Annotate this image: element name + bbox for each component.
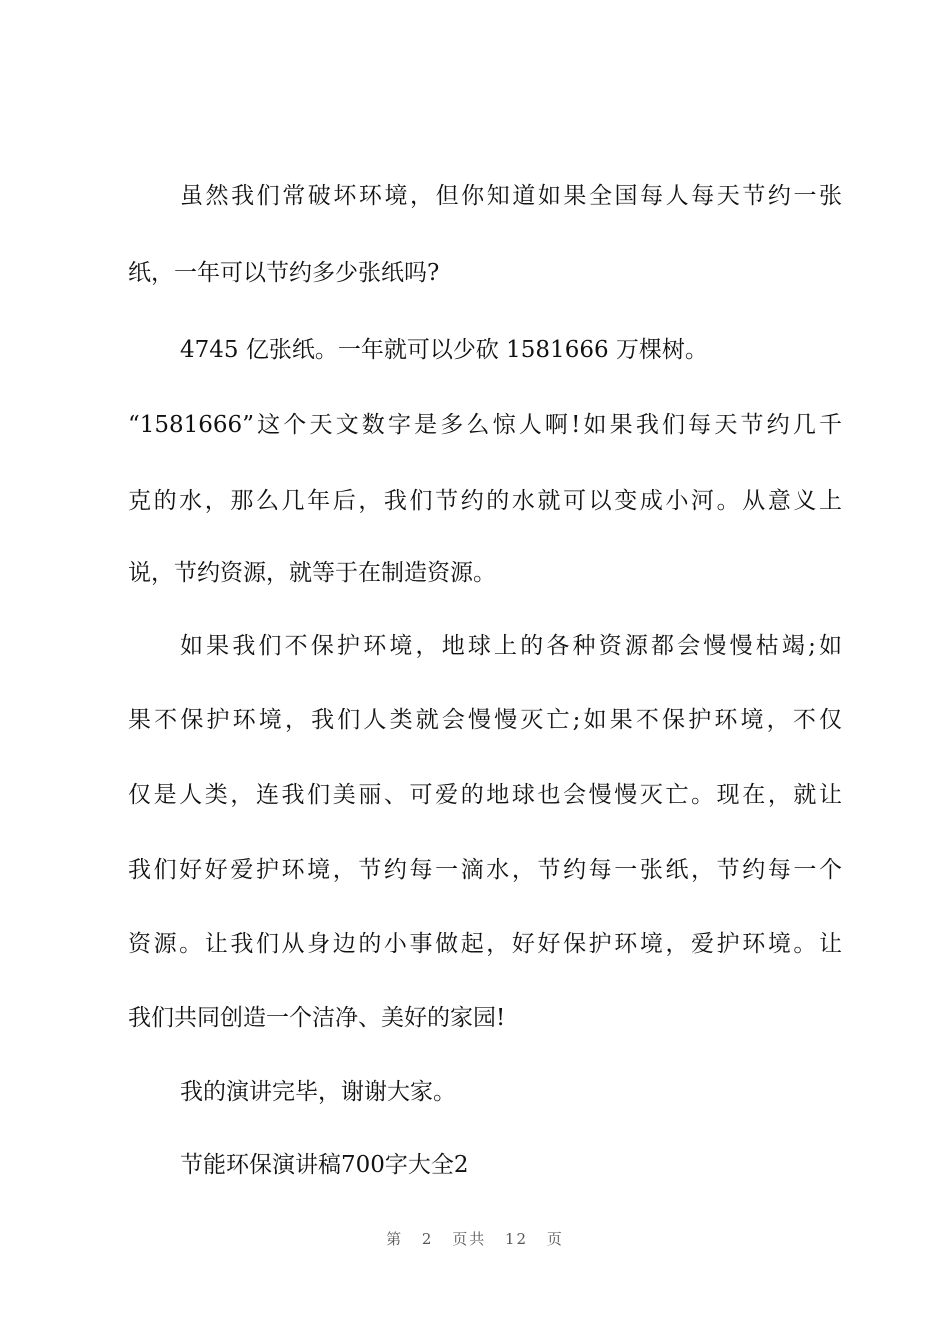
page-footer [0,1228,950,1249]
paragraph-line: 克的水，那么几年后，我们节约的水就可以变成小河。从意义上 [128,488,842,514]
footer-total-pages: 12 [505,1230,529,1248]
paragraph-line: 我们共同创造一个洁净、美好的家园! [128,1005,506,1031]
footer-prefix: 第 [386,1230,404,1248]
footer-middle: 页共 [452,1230,487,1248]
footer-page-number: 2 [421,1230,434,1248]
paragraph-line: 纸，一年可以节约多少张纸吗? [128,260,440,286]
paragraph-line: 我们好好爱护环境，节约每一滴水，节约每一张纸，节约每一个 [128,857,842,883]
closing-line: 我的演讲完毕，谢谢大家。 [180,1079,456,1105]
paragraph-line: 仅是人类，连我们美丽、可爱的地球也会慢慢灭亡。现在，就让 [128,782,842,808]
paragraph-line: “1581666”这个天文数字是多么惊人啊!如果我们每天节约几千 [128,412,842,438]
paragraph-line: 资源。让我们从身边的小事做起，好好保护环境，爱护环境。让 [128,931,842,957]
paragraph-line: 说，节约资源，就等于在制造资源。 [128,560,496,586]
paragraph-line: 果不保护环境，我们人类就会慢慢灭亡;如果不保护环境，不仅 [128,707,842,733]
section-heading: 节能环保演讲稿700字大全2 [180,1152,469,1178]
paragraph-line: 如果我们不保护环境，地球上的各种资源都会慢慢枯竭;如 [180,633,842,659]
paragraph-line: 虽然我们常破坏环境，但你知道如果全国每人每天节约一张 [180,183,842,209]
footer-suffix: 页 [546,1230,564,1248]
paragraph-line: 4745 亿张纸。一年就可以少砍 1581666 万棵树。 [180,337,708,363]
